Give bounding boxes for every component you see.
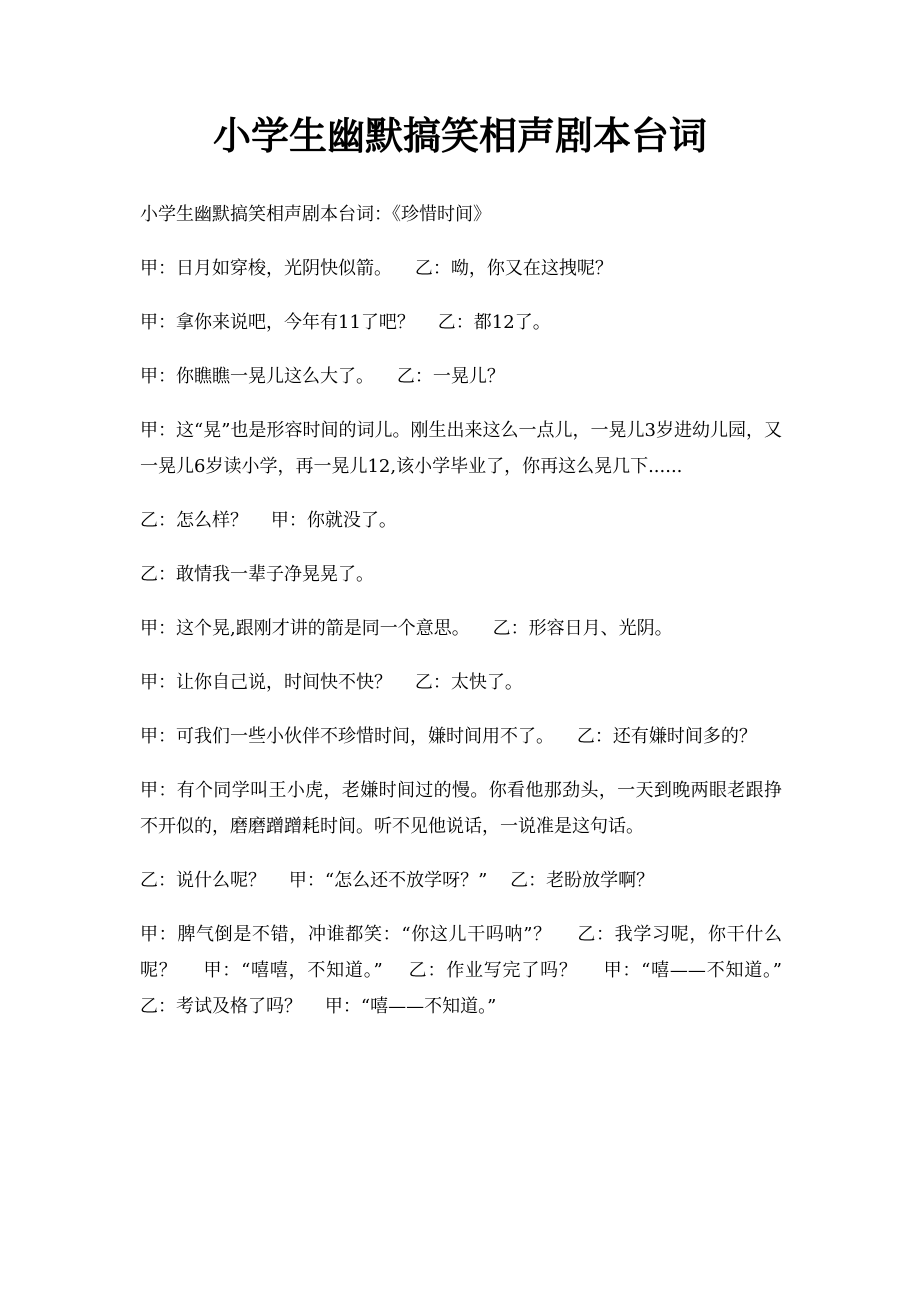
document-body <box>140 197 805 1043</box>
document-title: 小学生幽默搞笑相声剧本台词 <box>212 113 707 158</box>
dialogue-paragraph: 甲：有个同学叫王小虎，老嫌时间过的慢。你看他那劲头，一天到晚两眼老跟挣不开似的，磨磨蹭蹭耗时间。听不见他说话，一说准是这句话。 <box>140 780 782 837</box>
dialogue-paragraph: 乙：说什么呢？ 甲：“怎么还不放学呀？” 乙：老盼放学啊？ <box>140 870 655 891</box>
dialogue-paragraph: 甲：这“晃”也是形容时间的词儿。刚生出来这么一点儿，一晃儿3岁进幼儿园，又一晃儿6岁读小学，再一晃儿12,该小学毕业了，你再这么晃几下...... <box>140 420 782 477</box>
dialogue-paragraph: 乙：怎么样？ 甲：你就没了。 <box>140 510 397 531</box>
dialogue-paragraph: 甲：你瞧瞧一晃儿这么大了。 乙：一晃儿？ <box>140 366 505 387</box>
dialogue-paragraph: 甲：这个晃,跟刚才讲的箭是同一个意思。 乙：形容日月、光阴。 <box>140 618 673 639</box>
dialogue-paragraph: 甲：可我们一些小伙伴不珍惜时间，嫌时间用不了。 乙：还有嫌时间多的？ <box>140 726 757 747</box>
dialogue-paragraph: 甲：让你自己说，时间快不快？ 乙：太快了。 <box>140 672 523 693</box>
dialogue-paragraph: 甲：脾气倒是不错，冲谁都笑：“你这儿干吗呐”？ 乙：我学习呢，你干什么呢？ 甲：“嘻嘻，不知道。” 乙：作业写完了吗？ 甲：“嘻——不知道。” 乙：考试及格了吗？ 甲：“嘻——不知道。” <box>140 924 805 1017</box>
dialogue-paragraph: 甲：拿你来说吧，今年有11了吧？ 乙：都12了。 <box>140 312 551 333</box>
dialogue-paragraph: 乙：敢情我一辈子净晃晃了。 <box>140 564 374 585</box>
dialogue-paragraph: 甲：日月如穿梭，光阴快似箭。 乙：呦，你又在这拽呢？ <box>140 258 613 279</box>
paragraph-intro: 小学生幽默搞笑相声剧本台词：《珍惜时间》 <box>140 204 491 225</box>
